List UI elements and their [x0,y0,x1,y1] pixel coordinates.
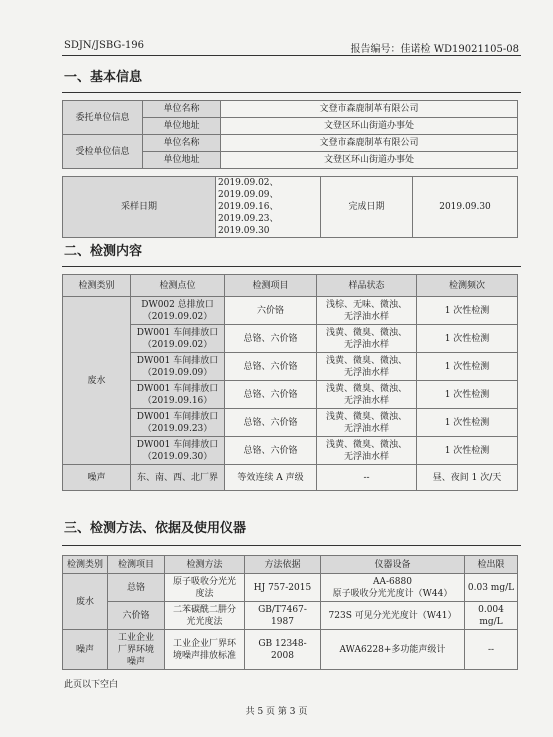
client-addr-label: 单位地址 [143,118,221,135]
content-table [62,274,518,491]
inspected-label: 受检单位信息 [63,135,143,169]
section3-rule [62,545,521,546]
method-category-noise: 噪声 [63,630,108,670]
sampling-table [62,176,518,238]
inspected-addr-label: 单位地址 [143,152,221,169]
method-category-water: 废水 [63,574,108,630]
table-row: DW001 车间排放口 （2019.09.09） 总铬、六价铬 浅黄、微臭、微浊、 无浮油水样 1 次性检测 [63,353,518,381]
inspected-addr: 文登区环山街道办事处 [221,152,518,169]
category-water: 废水 [63,297,131,465]
method-header-row: 检测类别 检测项目 检测方法 方法依据 仪器设备 检出限 [63,556,518,574]
client-label: 委托单位信息 [63,101,143,135]
page-number: 共 5 页 第 3 页 [245,707,308,717]
method-table [62,555,518,670]
table-row: 废水 DW002 总排放口 （2019.09.02） 六价铬 浅棕、无味、微浊、 无浮油水样 1 次性检测 [63,297,518,325]
section2-rule [62,266,521,267]
client-name: 文登市森鹿制革有限公司 [221,101,518,118]
table-row: DW001 车间排放口 （2019.09.16） 总铬、六价铬 浅黄、微臭、微浊、 无浮油水样 1 次性检测 [63,381,518,409]
section-method-title: 三、检测方法、依据及使用仪器 [64,521,247,536]
section-basic-info-title: 一、基本信息 [64,70,143,85]
doc-code: SDJN/JSBG-196 [64,40,145,51]
table-row: DW001 车间排放口 （2019.09.23） 总铬、六价铬 浅黄、微臭、微浊、 无浮油水样 1 次性检测 [63,409,518,437]
client-name-label: 单位名称 [143,101,221,118]
basic-info-table [62,100,518,169]
finish-date: 2019.09.30 [413,177,518,238]
table-row: 噪声 东、南、西、北厂界 等效连续 A 声级 -- 昼、夜间 1 次/天 [63,465,518,491]
report-number: 报告编号：佳诺检 WD19021105-08 [350,44,519,55]
table-row: 废水 总铬 原子吸收分光光 度法 HJ 757-2015 AA-6880 原子吸收分光光度计（W44） 0.03 mg/L [63,574,518,602]
finish-label: 完成日期 [321,177,413,238]
table-row: DW001 车间排放口 （2019.09.02） 总铬、六价铬 浅黄、微臭、微浊、 无浮油水样 1 次性检测 [63,325,518,353]
sampling-label: 采样日期 [63,177,216,238]
table-row: 噪声 工业企业 厂界环境 噪声 工业企业厂界环 境噪声排放标准 GB 12348-2008 AWA6228+多功能声级计 -- [63,630,518,670]
client-addr: 文登区环山街道办事处 [221,118,518,135]
inspected-name-label: 单位名称 [143,135,221,152]
category-noise: 噪声 [63,465,131,491]
content-header-row: 检测类别 检测点位 检测项目 样品状态 检测频次 [63,275,518,297]
blank-below-note: 此页以下空白 [64,680,119,690]
table-row: DW001 车间排放口 （2019.09.30） 总铬、六价铬 浅黄、微臭、微浊、 无浮油水样 1 次性检测 [63,437,518,465]
sampling-dates: 2019.09.02、2019.09.09、 2019.09.16、2019.09.23、 2019.09.30 [216,177,321,238]
table-row: 六价铬 二苯碳酰二肼分 光光度法 GB/T7467-1987 723S 可见分光光度计（W41） 0.004 mg/L [63,602,518,630]
section1-rule [62,92,521,93]
section-content-title: 二、检测内容 [64,244,143,259]
inspected-name: 文登市森鹿制革有限公司 [221,135,518,152]
header-rule [62,55,521,56]
